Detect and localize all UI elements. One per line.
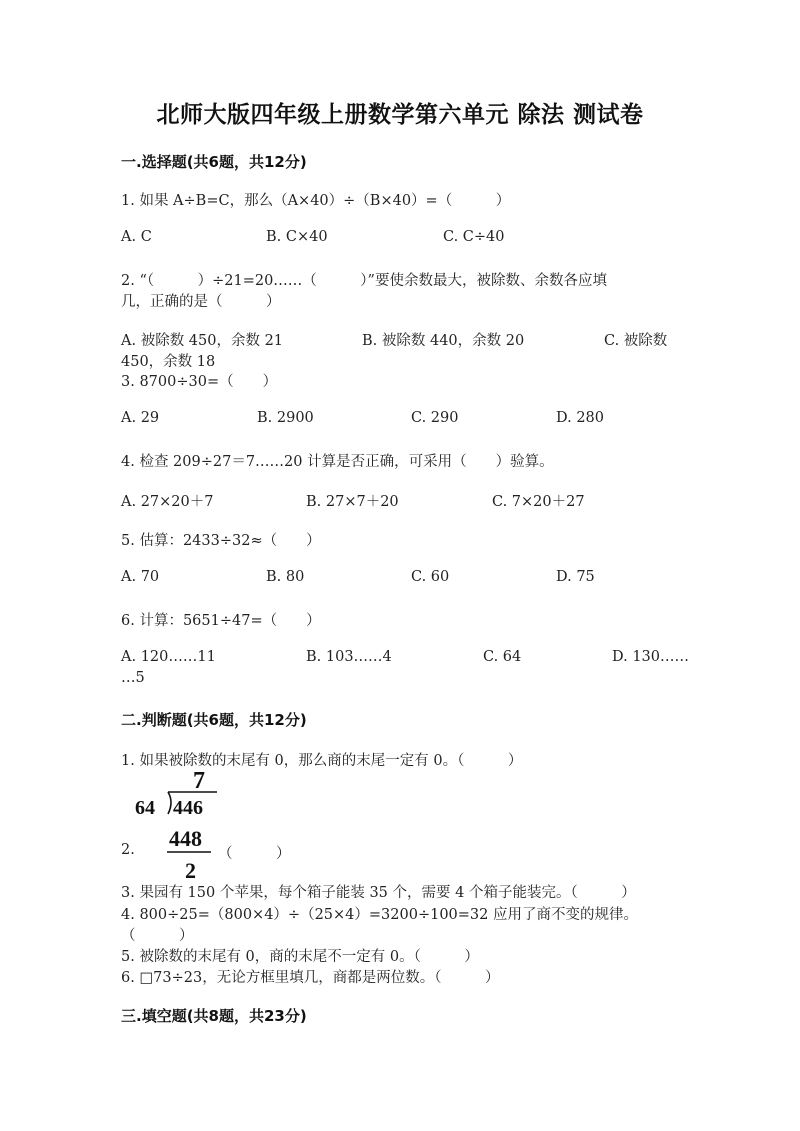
judge-question-1: 1. 如果被除数的末尾有 0，那么商的末尾一定有 0。（ ） (121, 753, 523, 769)
choice-q2-option-c-cont: 450，余数 18 (121, 354, 216, 370)
judge-question-4-line1: 4. 800÷25=（800×4）÷（25×4）=3200÷100=32 应用了商不变的规律。 (121, 907, 638, 923)
choice-q3-option-c: C. 290 (411, 410, 459, 426)
choice-q4-option-a: A. 27×20＋7 (121, 494, 214, 510)
choice-q6-option-a: A. 120……11 (121, 649, 216, 665)
choice-q3-option-a: A. 29 (121, 410, 160, 426)
division-divisor: 64 (135, 797, 155, 819)
division-bracket (168, 792, 171, 814)
choice-question-1: 1. 如果 A÷B=C，那么（A×40）÷（B×40）=（ ） (121, 193, 511, 209)
choice-q5-option-b: B. 80 (266, 569, 305, 585)
choice-q2-option-c: C. 被除数 (604, 333, 668, 349)
choice-q4-option-c: C. 7×20＋27 (492, 494, 585, 510)
choice-q6-option-d-cont: …5 (121, 670, 145, 686)
judge-question-2-number: 2. (121, 842, 135, 858)
section-heading-judge: 二.判断题(共6题，共12分) (121, 711, 307, 729)
section-heading-choice: 一.选择题(共6题，共12分) (121, 153, 307, 171)
division-quotient: 7 (193, 768, 205, 794)
division-product: 448 (169, 826, 202, 851)
choice-q3-option-d: D. 280 (556, 410, 605, 426)
choice-q5-option-c: C. 60 (411, 569, 450, 585)
judge-question-6: 6. □73÷23，无论方框里填几，商都是两位数。（ ） (121, 970, 500, 986)
choice-question-2-line2: 几，正确的是（ ） (121, 294, 281, 310)
judge-question-4-line2: （ ） (121, 928, 194, 944)
long-division-figure (133, 768, 223, 888)
section-heading-fill: 三.填空题(共8题，共23分) (121, 1007, 307, 1025)
judge-question-2-paren: （ ） (218, 846, 291, 862)
choice-q2-option-b: B. 被除数 440，余数 20 (362, 333, 525, 349)
choice-q2-option-a: A. 被除数 450，余数 21 (121, 333, 284, 349)
choice-q5-option-a: A. 70 (121, 569, 160, 585)
page-title: 北师大版四年级上册数学第六单元 除法 测试卷 (156, 102, 644, 128)
choice-q3-option-b: B. 2900 (257, 410, 314, 426)
choice-q5-option-d: D. 75 (556, 569, 595, 585)
choice-question-2-line1: 2. “（ ）÷21=20……（ ）”要使余数最大，被除数、余数各应填 (121, 273, 607, 289)
choice-question-5: 5. 估算：2433÷32≈（ ） (121, 533, 321, 549)
division-remainder: 2 (185, 858, 196, 883)
division-dividend: 446 (173, 797, 203, 819)
choice-q6-option-c: C. 64 (483, 649, 522, 665)
choice-question-6: 6. 计算：5651÷47=（ ） (121, 613, 321, 629)
choice-question-4: 4. 检查 209÷27＝7……20 计算是否正确，可采用（ ）验算。 (121, 454, 554, 470)
judge-question-5: 5. 被除数的末尾有 0，商的末尾不一定有 0。（ ） (121, 949, 479, 965)
choice-q6-option-b: B. 103……4 (306, 649, 392, 665)
choice-q6-option-d: D. 130…… (612, 649, 690, 665)
choice-q1-option-b: B. C×40 (266, 229, 328, 245)
choice-question-3: 3. 8700÷30=（ ） (121, 374, 278, 390)
judge-question-3: 3. 果园有 150 个苹果，每个箱子能装 35 个，需要 4 个箱子能装完。（ ） (121, 885, 636, 901)
choice-q1-option-a: A. C (121, 229, 152, 245)
choice-q1-option-c: C. C÷40 (443, 229, 505, 245)
choice-q4-option-b: B. 27×7＋20 (306, 494, 399, 510)
